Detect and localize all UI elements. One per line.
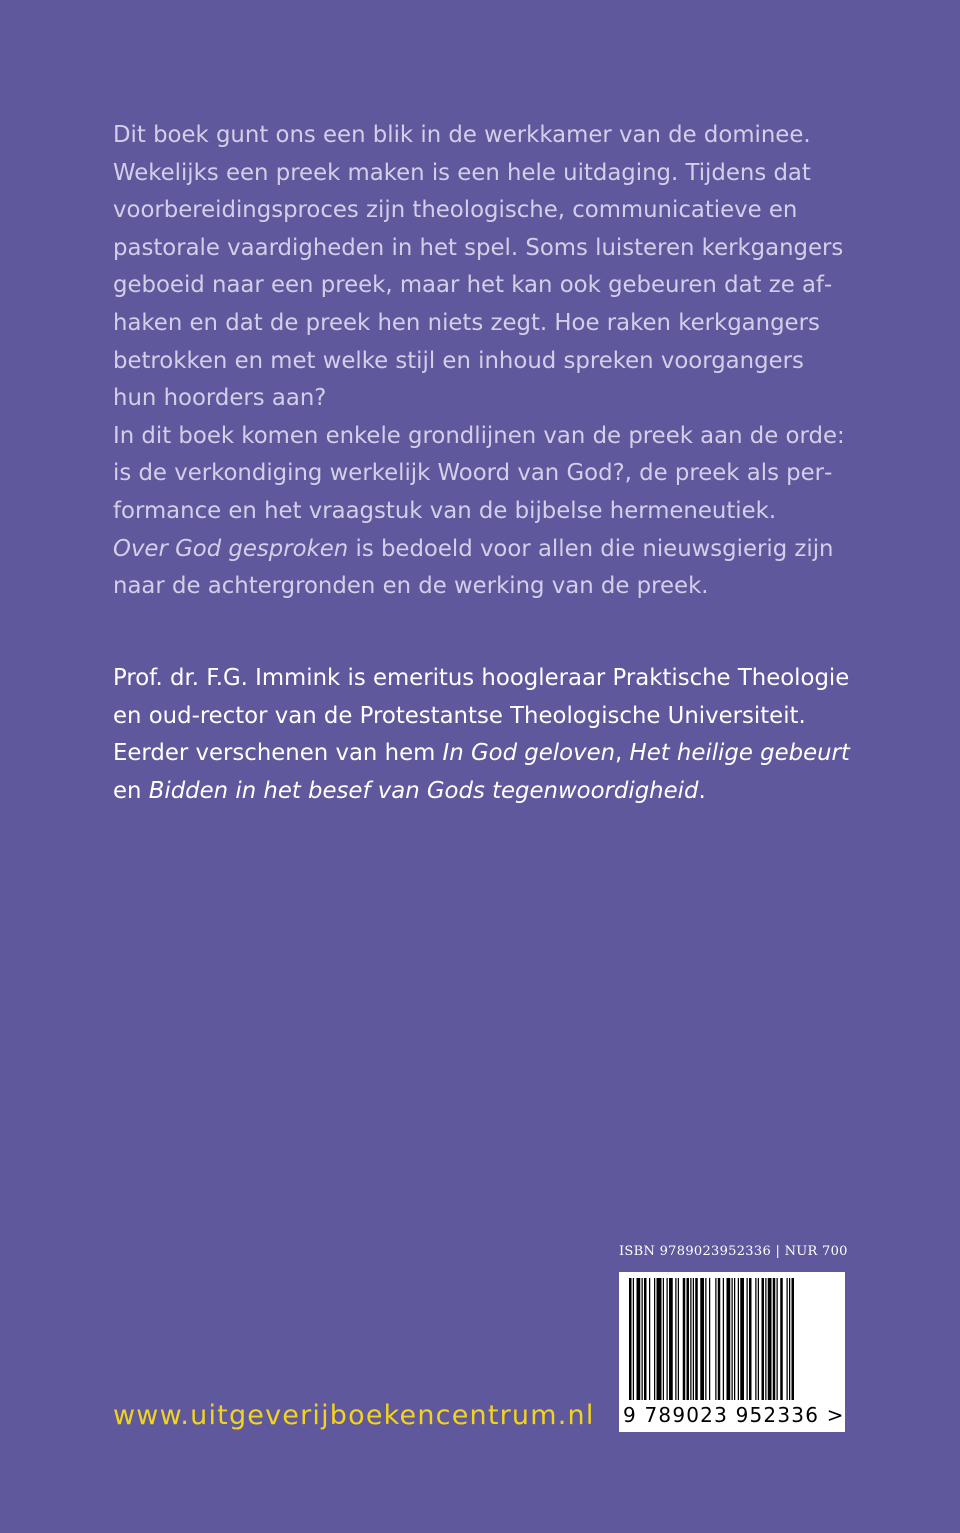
barcode-bar	[705, 1278, 706, 1400]
barcode-bar	[693, 1278, 694, 1400]
bio-book-1: In God geloven	[442, 740, 616, 767]
barcode-bar	[663, 1278, 664, 1400]
bio-book-3: Bidden in het besef van Gods tegenwoordigheid	[148, 777, 699, 804]
barcode-bar	[727, 1278, 731, 1400]
blurb-paragraph-3	[113, 531, 853, 606]
barcode-bar	[675, 1278, 676, 1400]
barcode-bar	[700, 1278, 704, 1400]
barcode-bar	[718, 1278, 721, 1400]
book-title: Over God gesproken	[113, 535, 349, 562]
blurb-paragraph-2: In dit boek komen enkele grondlijnen van de preek aan de orde: is de verkondiging werkelijk Woord van God?, de preek als performance en het vraagstuk van de bijbelse hermeneutiek.	[113, 422, 845, 524]
bio-text-2: en	[113, 777, 149, 804]
barcode-bar	[649, 1278, 650, 1400]
barcode-bar	[715, 1278, 716, 1400]
barcode-bar	[762, 1278, 765, 1400]
barcode	[619, 1272, 845, 1432]
author-bio-paragraph	[113, 660, 873, 810]
barcode-bar	[758, 1278, 759, 1400]
blurb-text	[113, 117, 853, 606]
barcode-bar	[747, 1278, 748, 1400]
bio-separator: ,	[615, 740, 630, 767]
barcode-bar	[732, 1278, 733, 1400]
barcode-digits: 9 789023 952336 >	[623, 1403, 845, 1427]
barcode-bar	[749, 1278, 752, 1400]
barcode-bar	[789, 1278, 790, 1400]
bio-book-2: Het heilige gebeurt	[629, 740, 850, 767]
barcode-bar	[654, 1278, 655, 1400]
barcode-bar	[755, 1278, 756, 1400]
barcode-bar	[690, 1278, 691, 1400]
barcode-bar	[683, 1278, 686, 1400]
barcode-bar	[667, 1278, 668, 1400]
barcode-bar	[678, 1278, 679, 1400]
barcode-bar	[738, 1278, 739, 1400]
barcode-bar	[642, 1278, 643, 1400]
barcode-bar	[777, 1278, 778, 1400]
bio-text-3: .	[698, 777, 706, 804]
barcode-bar	[637, 1278, 641, 1400]
barcode-bar	[780, 1278, 783, 1400]
barcode-bar	[768, 1278, 772, 1400]
publisher-website[interactable]: www.uitgeverijboekencentrum.nl	[113, 1400, 595, 1431]
barcode-bar	[687, 1278, 690, 1400]
barcode-bar	[633, 1278, 634, 1400]
barcode-bar	[734, 1278, 735, 1400]
barcode-bar	[765, 1278, 766, 1400]
barcode-bar	[629, 1278, 632, 1400]
bio-text-1: Prof. dr. F.G. Immink is emeritus hoogleraar Praktische Theologie en oud-rector van de Protestantse Theologische Universiteit. Eerder verschenen van hem	[113, 665, 850, 767]
barcode-bar	[695, 1278, 698, 1400]
barcode-bar	[723, 1278, 724, 1400]
barcode-bar	[787, 1278, 788, 1400]
author-bio	[113, 660, 873, 810]
barcode-bar	[644, 1278, 647, 1400]
blurb-paragraph-1: Dit boek gunt ons een blik in de werkkamer van de dominee. Wekelijks een preek maken is een hele uitdaging. Tijdens dat voorbereidingsproces zijn theologische, communicatieve en pastorale vaardigheden in het spel. Soms luisteren kerkgangers geboeid naar een preek, maar het kan ook gebeuren dat ze afhaken en dat de preek hen niets zegt. Hoe raken kerkgangers betrokken en met welke stijl en inhoud spreken voorgangers hun hoorders aan?	[113, 122, 844, 412]
barcode-bar	[792, 1278, 795, 1400]
barcode-bar	[709, 1278, 710, 1400]
blurb-paragraph-3-rest: is bedoeld voor allen die nieuwsgierig zijn naar de achtergronden en de werking van de preek.	[113, 535, 834, 600]
barcode-bar	[740, 1278, 744, 1400]
isbn-line: ISBN 9789023952336 | NUR 700	[619, 1244, 848, 1259]
barcode-bar	[669, 1278, 673, 1400]
barcode-bar	[657, 1278, 662, 1400]
barcode-bar	[773, 1278, 776, 1400]
